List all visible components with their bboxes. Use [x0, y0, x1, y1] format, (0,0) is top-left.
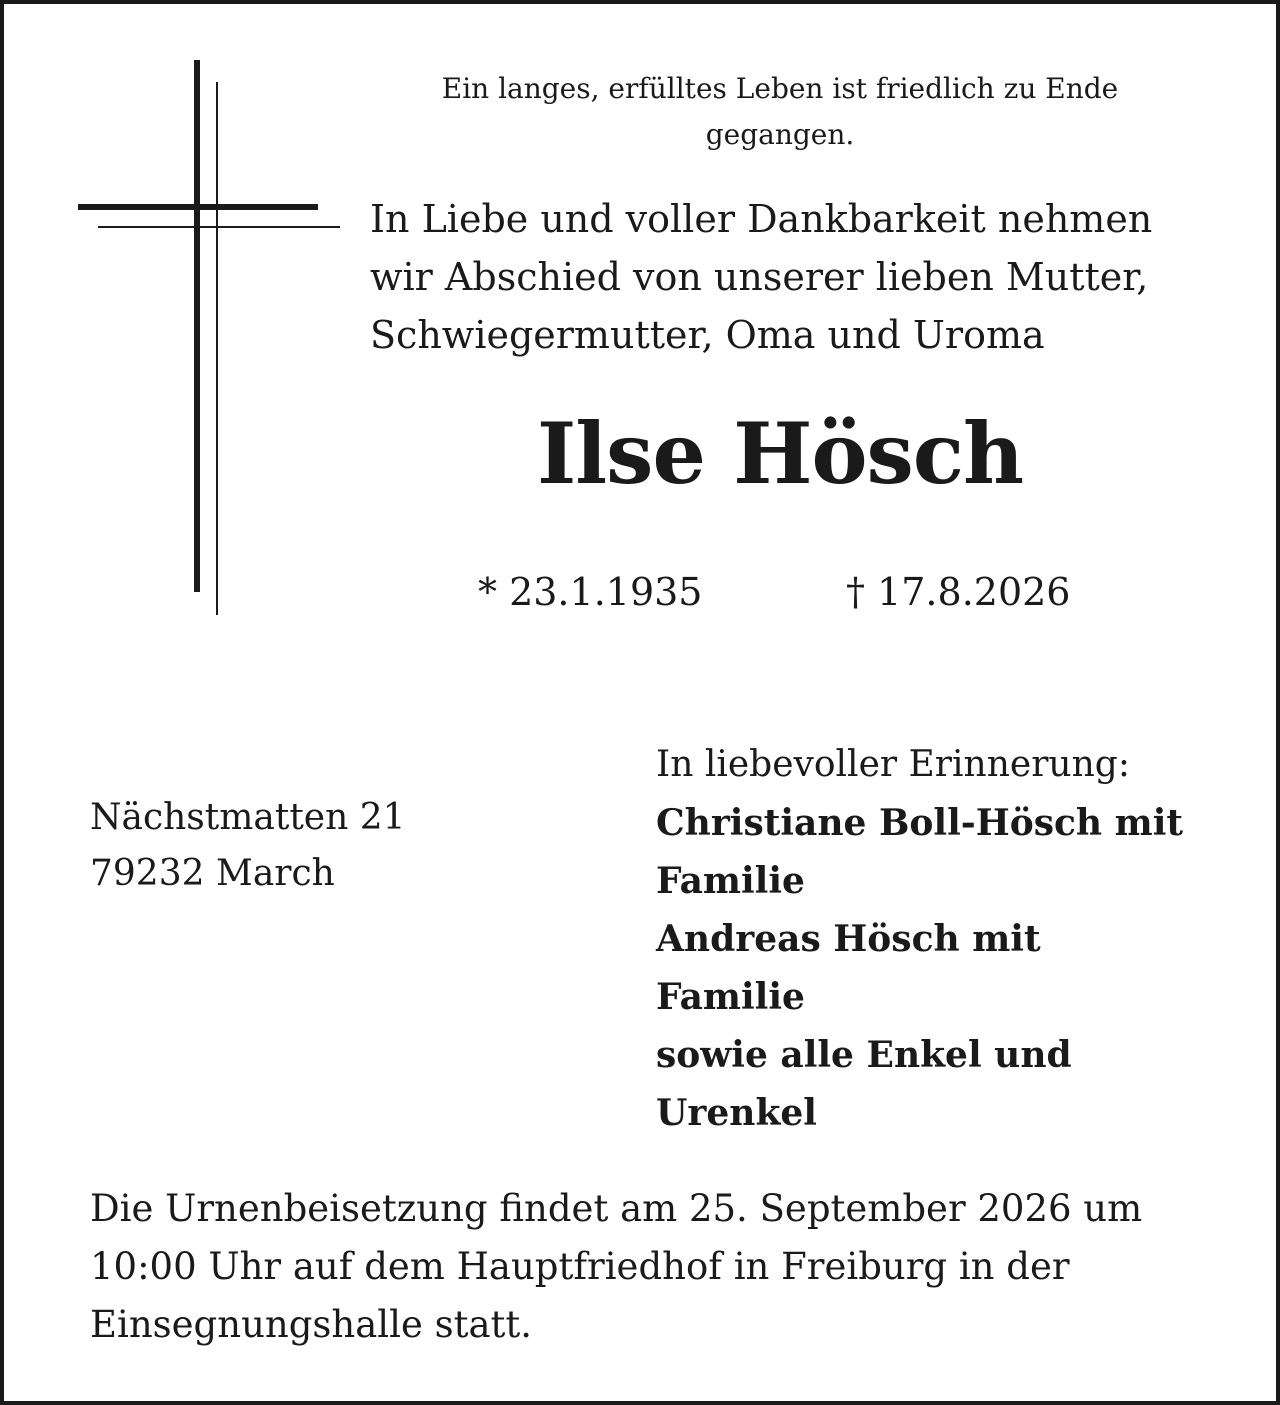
birth-date: * 23.1.1935 — [478, 570, 703, 614]
death-date: † 17.8.2026 — [846, 570, 1071, 614]
mourner-line: Urenkel — [656, 1092, 817, 1134]
cross-horizontal-thick — [78, 204, 318, 210]
cross-vertical-thick — [194, 60, 200, 592]
mourner-line: Familie — [656, 860, 805, 902]
burial-line: Einsegnungshalle statt. — [90, 1303, 533, 1346]
address-street: Nächstmatten 21 — [90, 797, 406, 838]
farewell-line: Schwiegermutter, Oma und Uroma — [370, 313, 1045, 357]
farewell-text — [370, 190, 1230, 364]
deceased-name: Ilse Hösch — [536, 404, 1024, 503]
intro-line: gegangen. — [705, 118, 855, 151]
cross-vertical-thin — [216, 82, 218, 615]
mourners-block — [656, 736, 1256, 1142]
address-city: 79232 March — [90, 853, 335, 894]
mourner-line: Familie — [656, 976, 805, 1018]
cross-horizontal-thin — [98, 226, 340, 228]
mourners-heading: In liebevoller Erinnerung: — [656, 744, 1130, 785]
intro-line: Ein langes, erfülltes Leben ist friedlich zu Ende — [441, 72, 1119, 105]
mourner-line: sowie alle Enkel und — [656, 1034, 1072, 1076]
farewell-line: wir Abschied von unserer lieben Mutter, — [370, 255, 1149, 299]
farewell-line: In Liebe und voller Dankbarkeit nehmen — [370, 197, 1153, 241]
cross-icon — [78, 60, 340, 615]
burial-line: 10:00 Uhr auf dem Hauptfriedhof in Freiburg in der — [90, 1245, 1070, 1288]
address-block — [90, 790, 406, 902]
burial-info — [90, 1180, 1210, 1354]
intro-text — [400, 66, 1160, 158]
mourner-line: Andreas Hösch mit — [656, 918, 1041, 960]
mourner-line: Christiane Boll-Hösch mit — [656, 802, 1184, 844]
burial-line: Die Urnenbeisetzung findet am 25. September 2026 um — [90, 1187, 1143, 1230]
